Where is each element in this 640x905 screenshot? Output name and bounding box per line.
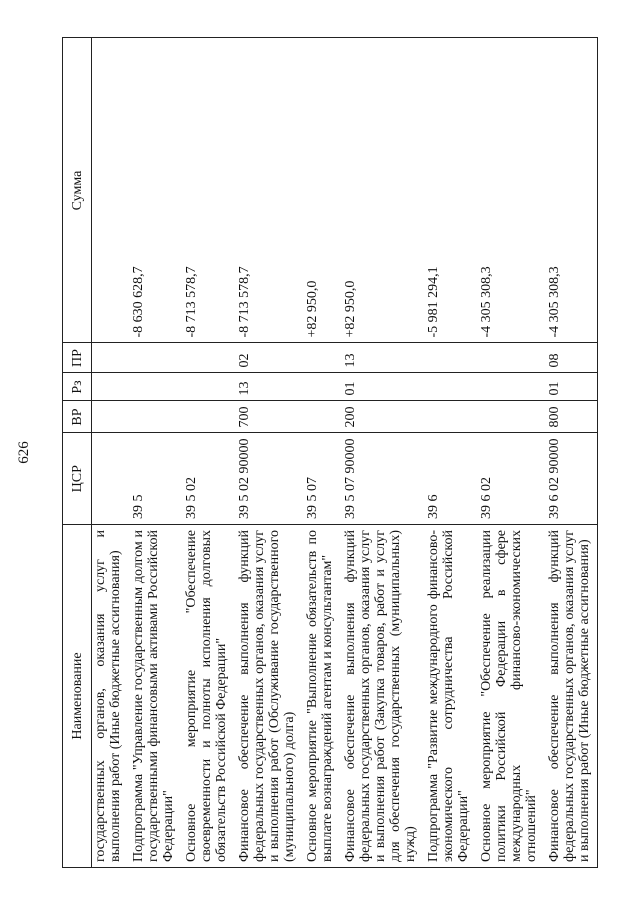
header-rz: Рз <box>63 373 92 401</box>
row-rz <box>302 373 340 401</box>
row-pr: 02 <box>234 343 302 373</box>
header-pr: ПР <box>63 343 92 373</box>
table-row <box>476 38 544 868</box>
table-row <box>340 38 423 868</box>
row-rz: 13 <box>234 373 302 401</box>
row-name: Основное мероприятие "Обеспечение реализации политики Российской Федерации в сфере международных финансово-экономических отношений" <box>476 525 544 868</box>
row-csr: 39 5 07 <box>302 433 340 525</box>
table-row <box>92 38 129 868</box>
row-vr <box>181 401 234 433</box>
table-row <box>544 38 598 868</box>
header-csr: ЦСР <box>63 433 92 525</box>
row-csr: 39 6 <box>423 433 476 525</box>
row-rz: 01 <box>340 373 423 401</box>
row-vr: 200 <box>340 401 423 433</box>
row-csr: 39 5 <box>128 433 181 525</box>
row-sum: -4 305 308,3 <box>476 38 544 343</box>
row-name: государственных органов, оказания услуг и выполнения работ (Иные бюджетные ассигнования) <box>92 525 129 868</box>
row-sum: -8 713 578,7 <box>181 38 234 343</box>
table-row <box>181 38 234 868</box>
row-sum: +82 950,0 <box>340 38 423 343</box>
row-vr <box>476 401 544 433</box>
row-pr <box>181 343 234 373</box>
row-vr <box>302 401 340 433</box>
row-csr <box>92 433 129 525</box>
row-pr <box>92 343 129 373</box>
row-name: Подпрограмма "Управление государственным долгом и государственными финансовыми активами Российской Федерации" <box>128 525 181 868</box>
row-name: Основное мероприятие "Обеспечение своевременности и полноты исполнения долговых обязательств Российской Федерации" <box>181 525 234 868</box>
header-vr: ВР <box>63 401 92 433</box>
row-pr: 13 <box>340 343 423 373</box>
header-name: Наименование <box>63 525 92 868</box>
row-csr: 39 5 02 <box>181 433 234 525</box>
row-vr <box>92 401 129 433</box>
table-row <box>128 38 181 868</box>
row-name: Основное мероприятие "Выполнение обязательств по выплате вознаграждений агентам и консультантам" <box>302 525 340 868</box>
row-sum: -4 305 308,3 <box>544 38 598 343</box>
row-pr <box>128 343 181 373</box>
row-name: Финансовое обеспечение выполнения функций федеральных государственных органов, оказания услуг и выполнения работ (Обслуживание государственного (муниципального) долга) <box>234 525 302 868</box>
row-rz <box>423 373 476 401</box>
table-row <box>302 38 340 868</box>
table-row <box>234 38 302 868</box>
row-sum: -5 981 294,1 <box>423 38 476 343</box>
row-rz <box>128 373 181 401</box>
budget-table <box>62 38 598 869</box>
row-rz <box>476 373 544 401</box>
row-rz <box>181 373 234 401</box>
row-vr: 800 <box>544 401 598 433</box>
row-pr <box>476 343 544 373</box>
row-sum: -8 630 628,7 <box>128 38 181 343</box>
row-name: Подпрограмма "Развитие международного финансово-экономического сотрудничества Российской Федерации" <box>423 525 476 868</box>
row-sum: -8 713 578,7 <box>234 38 302 343</box>
row-pr <box>423 343 476 373</box>
row-name: Финансовое обеспечение выполнения функций федеральных государственных органов, оказания услуг и выполнения работ (Иные бюджетные ассигнования) <box>544 525 598 868</box>
row-sum <box>92 38 129 343</box>
row-rz <box>92 373 129 401</box>
row-csr: 39 6 02 <box>476 433 544 525</box>
row-csr: 39 5 02 90000 <box>234 433 302 525</box>
table-row <box>423 38 476 868</box>
row-rz: 01 <box>544 373 598 401</box>
row-csr: 39 5 07 90000 <box>340 433 423 525</box>
row-vr <box>128 401 181 433</box>
row-vr <box>423 401 476 433</box>
row-pr <box>302 343 340 373</box>
row-vr: 700 <box>234 401 302 433</box>
page-number: 626 <box>16 441 32 464</box>
row-name: Финансовое обеспечение выполнения функций федеральных государственных органов, оказания услуг и выполнения работ (Закупка товаров, работ и услуг для обеспечения государственных (муниципальных) нужд) <box>340 525 423 868</box>
header-sum: Сумма <box>63 38 92 343</box>
row-pr: 08 <box>544 343 598 373</box>
row-csr: 39 6 02 90000 <box>544 433 598 525</box>
row-sum: +82 950,0 <box>302 38 340 343</box>
table-header-row <box>63 38 92 868</box>
